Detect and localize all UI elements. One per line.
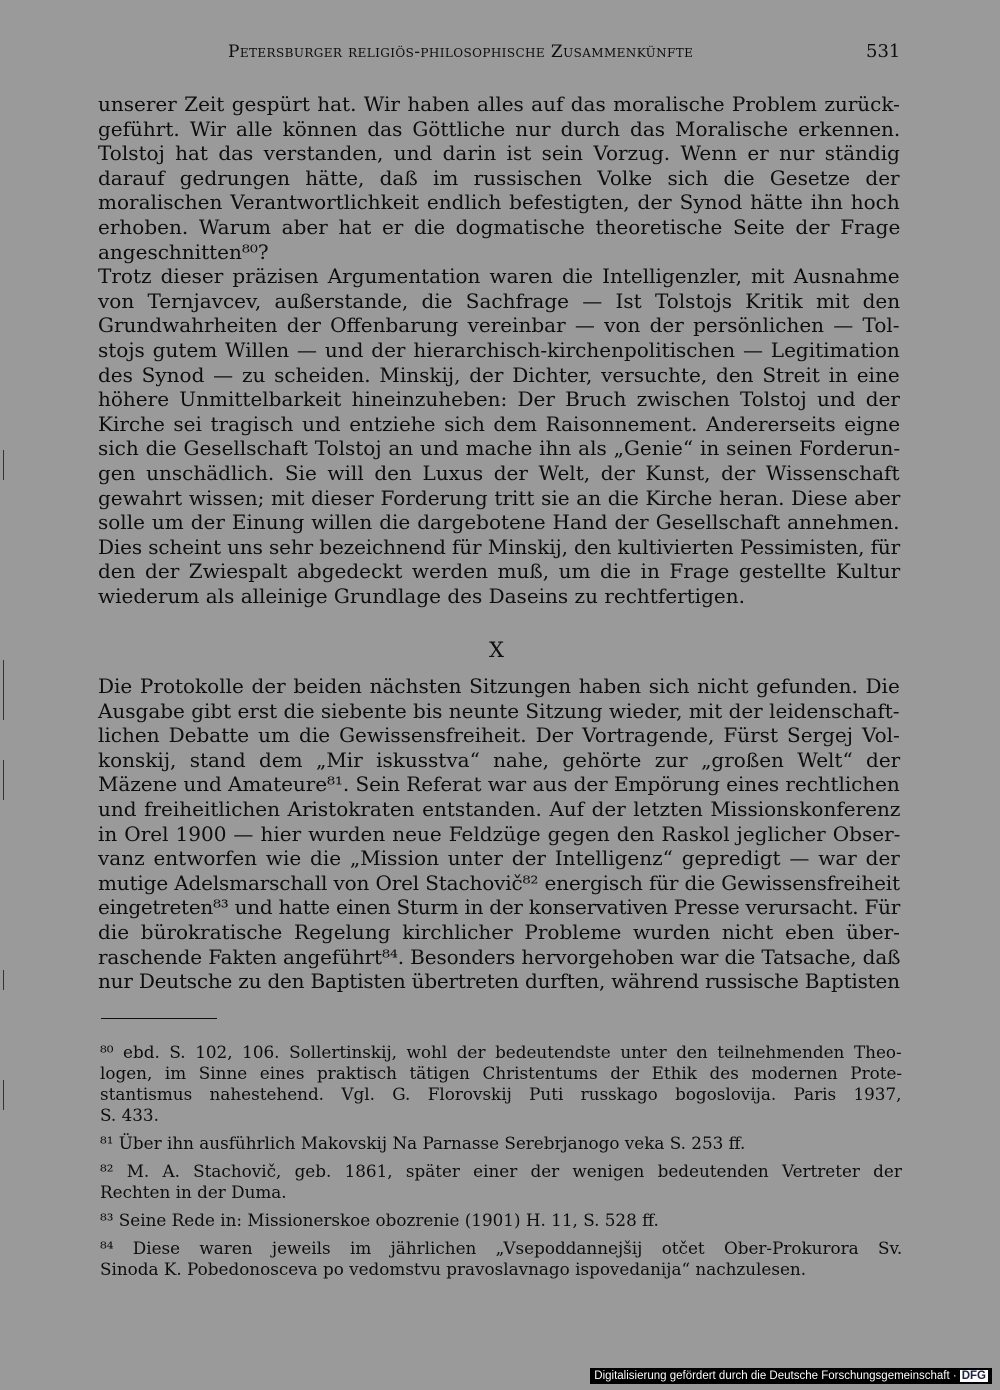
text-line: höhere Unmittelbarkeit hineinzuheben: Der Bruch zwischen Tolstoj und der bbox=[98, 387, 900, 412]
text-line: konskij, stand dem „Mir iskusstva“ nahe, gehörte zur „großen Welt“ der bbox=[98, 747, 901, 772]
footnote-line: S. 433. bbox=[100, 1105, 159, 1125]
footnote bbox=[100, 1238, 902, 1280]
footnote-line: ⁸⁰ ebd. S. 102, 106. Sollertinskij, wohl der bedeutendste unter den teilnehmenden Theo- bbox=[100, 1042, 902, 1062]
footnote bbox=[100, 1210, 902, 1231]
dfg-logo: DFG bbox=[961, 1370, 986, 1382]
text-line: darauf gedrungen hätte, daß im russischen Volke sich die Gesetze der bbox=[98, 165, 900, 190]
footnote-separator bbox=[101, 1018, 217, 1019]
footnote-line: ⁸² M. A. Stachovič, geb. 1861, später einer der wenigen bedeutenden Vertreter der bbox=[100, 1161, 902, 1181]
text-line: sich die Gesellschaft Tolstoj an und mache ihn als „Genie“ in seinen Forderun- bbox=[98, 436, 901, 461]
footnote bbox=[100, 1161, 902, 1203]
footnotes bbox=[100, 1042, 902, 1287]
footnote-line: ⁸⁴ Diese waren jeweils im jährlichen „Vsepoddannejšij otčet Ober-Prokurora Sv. bbox=[100, 1238, 903, 1258]
text-line: vanz entworfen wie die „Mission unter der Intelligenz“ gepredigt — war der bbox=[98, 846, 900, 871]
text-line: eingetreten⁸³ und hatte einen Sturm in der konservativen Presse verursacht. Für bbox=[98, 895, 900, 920]
digitization-credit bbox=[590, 1368, 992, 1384]
running-title: Petersburger religiös-philosophische Zusammenkünfte bbox=[228, 42, 694, 62]
scan-margin-mark bbox=[3, 660, 4, 720]
text-line: den der Zwiespalt abgedeckt werden muß, um die in Frage gestellte Kultur bbox=[98, 559, 901, 584]
text-line: Grundwahrheiten der Offenbarung vereinbar — von der persönlichen — Tol- bbox=[98, 313, 900, 338]
text-line: Ausgabe gibt erst die siebente bis neunte Sitzung wieder, mit der leidenschaft- bbox=[98, 698, 900, 723]
text-line: gen unschädlich. Sie will den Luxus der Welt, der Kunst, der Wissenschaft bbox=[98, 460, 900, 485]
text-line: von Ternjavcev, außerstande, die Sachfrage — Ist Tolstojs Kritik mit den bbox=[98, 288, 901, 313]
footnote-line: Rechten in der Duma. bbox=[100, 1182, 287, 1202]
text-line: in Orel 1900 — hier wurden neue Feldzüge gegen den Raskol jeglicher Obser- bbox=[98, 821, 901, 846]
scan-margin-mark bbox=[3, 760, 4, 800]
text-line: Trotz dieser präzisen Argumentation waren die Intelligenzler, mit Ausnahme bbox=[98, 264, 900, 289]
text-line: moralischen Verantwortlichkeit endlich befestigten, der Synod hätte ihn hoch bbox=[98, 190, 900, 215]
text-line: lichen Debatte um die Gewissensfreiheit. Der Vortragende, Fürst Sergej Vol- bbox=[98, 723, 900, 748]
text-line: angeschnitten⁸⁰? bbox=[98, 239, 269, 264]
credit-text: Digitalisierung gefördert durch die Deutsche Forschungsgemeinschaft · bbox=[594, 1370, 957, 1382]
footnote-line: Sinoda K. Pobedonosceva po vedomstvu pravoslavnago ispovedanija“ nachzulesen. bbox=[100, 1259, 807, 1279]
text-line: Die Protokolle der beiden nächsten Sitzungen haben sich nicht gefunden. Die bbox=[98, 674, 900, 698]
text-line: Mäzene und Amateure⁸¹. Sein Referat war aus der Empörung eines rechtlichen bbox=[98, 772, 900, 797]
text-line: wiederum als alleinige Grundlage des Daseins zu rechtfertigen. bbox=[98, 583, 745, 608]
scan-margin-mark bbox=[3, 450, 4, 480]
text-line: nur Deutsche zu den Baptisten übertreten durften, während russische Baptisten bbox=[98, 969, 900, 994]
page-number: 531 bbox=[866, 41, 901, 62]
footnote bbox=[100, 1133, 902, 1154]
footnote-line: ⁸³ Seine Rede in: Missionerskoe obozrenie (1901) H. 11, S. 528 ff. bbox=[100, 1210, 659, 1230]
text-line: solle um der Einung willen die dargebotene Hand der Gesellschaft annehmen. bbox=[98, 510, 900, 535]
footnote-line: stantismus nahestehend. Vgl. G. Florovskij Puti russkago bogoslovija. Paris 1937, bbox=[100, 1084, 902, 1104]
footnote-line: logen, im Sinne eines praktisch tätigen Christentums der Ethik des modernen Prote- bbox=[100, 1063, 903, 1083]
section-heading: X bbox=[489, 638, 504, 662]
scan-margin-mark bbox=[3, 1080, 4, 1110]
footnote-line: ⁸¹ Über ihn ausführlich Makovskij Na Parnasse Serebrjanogo veka S. 253 ff. bbox=[100, 1133, 746, 1153]
scan-margin-mark bbox=[3, 970, 4, 990]
text-line: und freiheitlichen Aristokraten entstanden. Auf der letzten Missionskonferenz bbox=[98, 796, 901, 821]
text-line: Tolstoj hat das verstanden, und darin ist sein Vorzug. Wenn er nur ständig bbox=[98, 141, 900, 166]
text-line: stojs gutem Willen — und der hierarchisch-kirchenpolitischen — Legitimation bbox=[98, 337, 900, 362]
text-line: raschende Fakten angeführt⁸⁴. Besonders hervorgehoben war die Tatsache, daß bbox=[98, 944, 901, 969]
text-line: unserer Zeit gespürt hat. Wir haben alles auf das moralische Problem zurück- bbox=[98, 92, 900, 116]
text-line: geführt. Wir alle können das Göttliche nur durch das Moralische erkennen. bbox=[98, 116, 901, 141]
text-line: die bürokratische Regelung kirchlicher Probleme wurden nicht eben über- bbox=[98, 919, 900, 944]
text-line: gewahrt wissen; mit dieser Forderung tritt sie an die Kirche heran. Diese aber bbox=[98, 485, 901, 510]
text-line: erhoben. Warum aber hat er die dogmatische theoretische Seite der Frage bbox=[98, 214, 901, 239]
body-text-part-1 bbox=[98, 92, 900, 608]
text-line: mutige Adelsmarschall von Orel Stachovič⁸² energisch für die Gewissensfreiheit bbox=[98, 870, 900, 895]
text-line: des Synod — zu scheiden. Minskij, der Dichter, versuchte, den Streit in eine bbox=[98, 362, 900, 387]
text-line: Dies scheint uns sehr bezeichnend für Minskij, den kultivierten Pessimisten, für bbox=[98, 534, 901, 559]
footnote bbox=[100, 1042, 902, 1126]
body-text-part-2 bbox=[98, 674, 900, 994]
text-line: Kirche sei tragisch und entziehe sich dem Raisonnement. Andererseits eigne bbox=[98, 411, 901, 436]
